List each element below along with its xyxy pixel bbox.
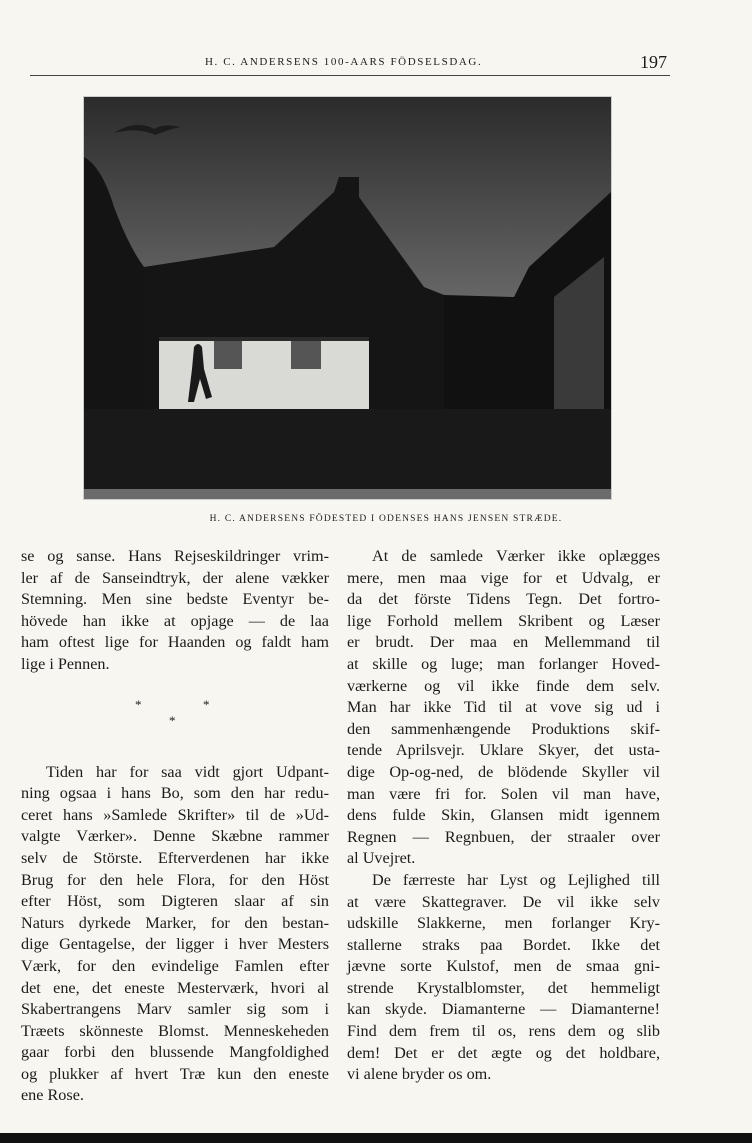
text-line: da det förste Tidens Tegn. Det fortro- <box>347 590 660 609</box>
text-line: kan skyde. Diamanterne — Diamanterne! <box>347 1000 660 1019</box>
section-break-asterism <box>21 676 329 762</box>
text-line: valgte Værker». Denne Skæbne rammer <box>21 827 329 846</box>
text-line: er brudt. Der maa en Mellemmand til <box>347 633 660 652</box>
text-line: stallerne straks paa Bordet. Ikke det <box>347 935 660 954</box>
text-line: og plukker af hvert Træ kun den eneste <box>21 1064 329 1083</box>
text-line: dens fulde Skin, Glansen midt igennem <box>347 806 660 825</box>
text-line: al Uvejret. <box>347 849 416 868</box>
text-line: vi alene bryder os om. <box>347 1065 492 1084</box>
text-line: Man har ikke Tid til at vove sig ud i <box>347 698 660 717</box>
text-line: ham oftest lige for Haanden og faldt ham <box>21 633 329 652</box>
asterisk: * <box>135 696 142 712</box>
text-line: tende Aprilsvejr. Uklare Skyer, det usta- <box>347 741 660 760</box>
birthplace-photograph <box>84 97 611 499</box>
text-line: lige i Pennen. <box>21 654 110 673</box>
text-line: værkerne og vil ikke finde dem selv. <box>347 676 660 695</box>
text-line: gaar forbi den blussende Mangfoldighed <box>21 1043 329 1062</box>
text-line: ning ogsaa i hans Bo, som den har redu- <box>21 784 329 803</box>
paragraph <box>347 870 660 1086</box>
text-line: selv de Störste. Efterverdenen har ikke <box>21 848 329 867</box>
text-line: De færreste har Lyst og Lejlighed till <box>372 870 660 889</box>
text-line: mere, men maa vige for et Udvalg, er <box>347 568 660 587</box>
text-line: Stemning. Men sine bedste Eventyr be- <box>21 590 329 609</box>
paragraph <box>347 546 660 870</box>
text-line: dige Gentagelse, der ligger i hver Mesters <box>21 935 329 954</box>
text-line: strende Krystalblomster, det hemmeligt <box>347 978 660 997</box>
photograph-illustration <box>84 97 611 499</box>
header-rule <box>30 75 670 76</box>
text-line: Regnen — Regnbuen, der straaler over <box>347 827 660 846</box>
text-line: Tiden har for saa vidt gjort Udpant- <box>46 762 329 781</box>
text-line: lige Forhold mellem Skribent og Læser <box>347 611 660 630</box>
text-line: Træets skönneste Blomst. Menneskeheden <box>21 1021 329 1040</box>
right-column <box>347 546 660 1086</box>
text-line: udskille Slakkerne, men forlanger Kry- <box>347 914 660 933</box>
paragraph <box>21 762 329 1108</box>
text-line: dem! Det er det ægte og det holdbare, <box>347 1043 660 1062</box>
figure-caption: H. C. ANDERSENS FÖDESTED I ODENSES HANS JENSEN STRÆDE. <box>209 514 563 524</box>
running-head <box>0 52 752 76</box>
text-line: ene Rose. <box>21 1086 84 1105</box>
paragraph <box>21 546 329 676</box>
text-line: at skille og luge; man forlanger Hoved- <box>347 654 660 673</box>
text-line: det ene, det eneste Mesterværk, hvori al <box>21 978 329 997</box>
page-number: 197 <box>640 52 667 72</box>
text-line: Find dem frem til os, rens dem og slib <box>347 1022 660 1041</box>
text-line: At de samlede Værker ikke oplægges <box>372 547 660 565</box>
text-line: Værk, for den evindelige Famlen efter <box>21 956 329 975</box>
left-column <box>21 546 329 1107</box>
text-line: man være fri for. Solen vil man have, <box>347 784 660 803</box>
text-line: efter Höst, som Digteren slaar af sin <box>21 892 329 911</box>
text-line: jævne sorte Kulstof, men de smaa gni- <box>347 957 660 976</box>
text-line: dige Op-og-ned, de blödende Skyller vil <box>347 762 660 781</box>
text-line: Skabertrangens Marv samler sig som i <box>21 1000 329 1019</box>
text-line: ler af de Sanseindtryk, der alene vækker <box>21 568 329 587</box>
text-line: ceret hans »Samlede Skrifter» til de »Ud- <box>21 805 329 824</box>
asterisk: * <box>169 712 176 728</box>
asterisk: * <box>203 696 210 712</box>
text-line: se og sanse. Hans Rejseskildringer vrim- <box>21 547 329 565</box>
text-line: hövede han ikke at opjage — de laa <box>21 611 329 630</box>
text-line: den sammenhængende Produktions skif- <box>347 719 660 738</box>
running-title: H. C. ANDERSENS 100-AARS FÖDSELSDAG. <box>205 56 483 68</box>
scan-bottom-edge <box>0 1133 752 1143</box>
text-line: Brug for den hele Flora, for den Höst <box>21 870 329 889</box>
text-line: at være Skattegraver. De vil ikke selv <box>347 892 660 911</box>
text-line: Naturs dyrkede Marker, for den bestan- <box>21 913 329 932</box>
